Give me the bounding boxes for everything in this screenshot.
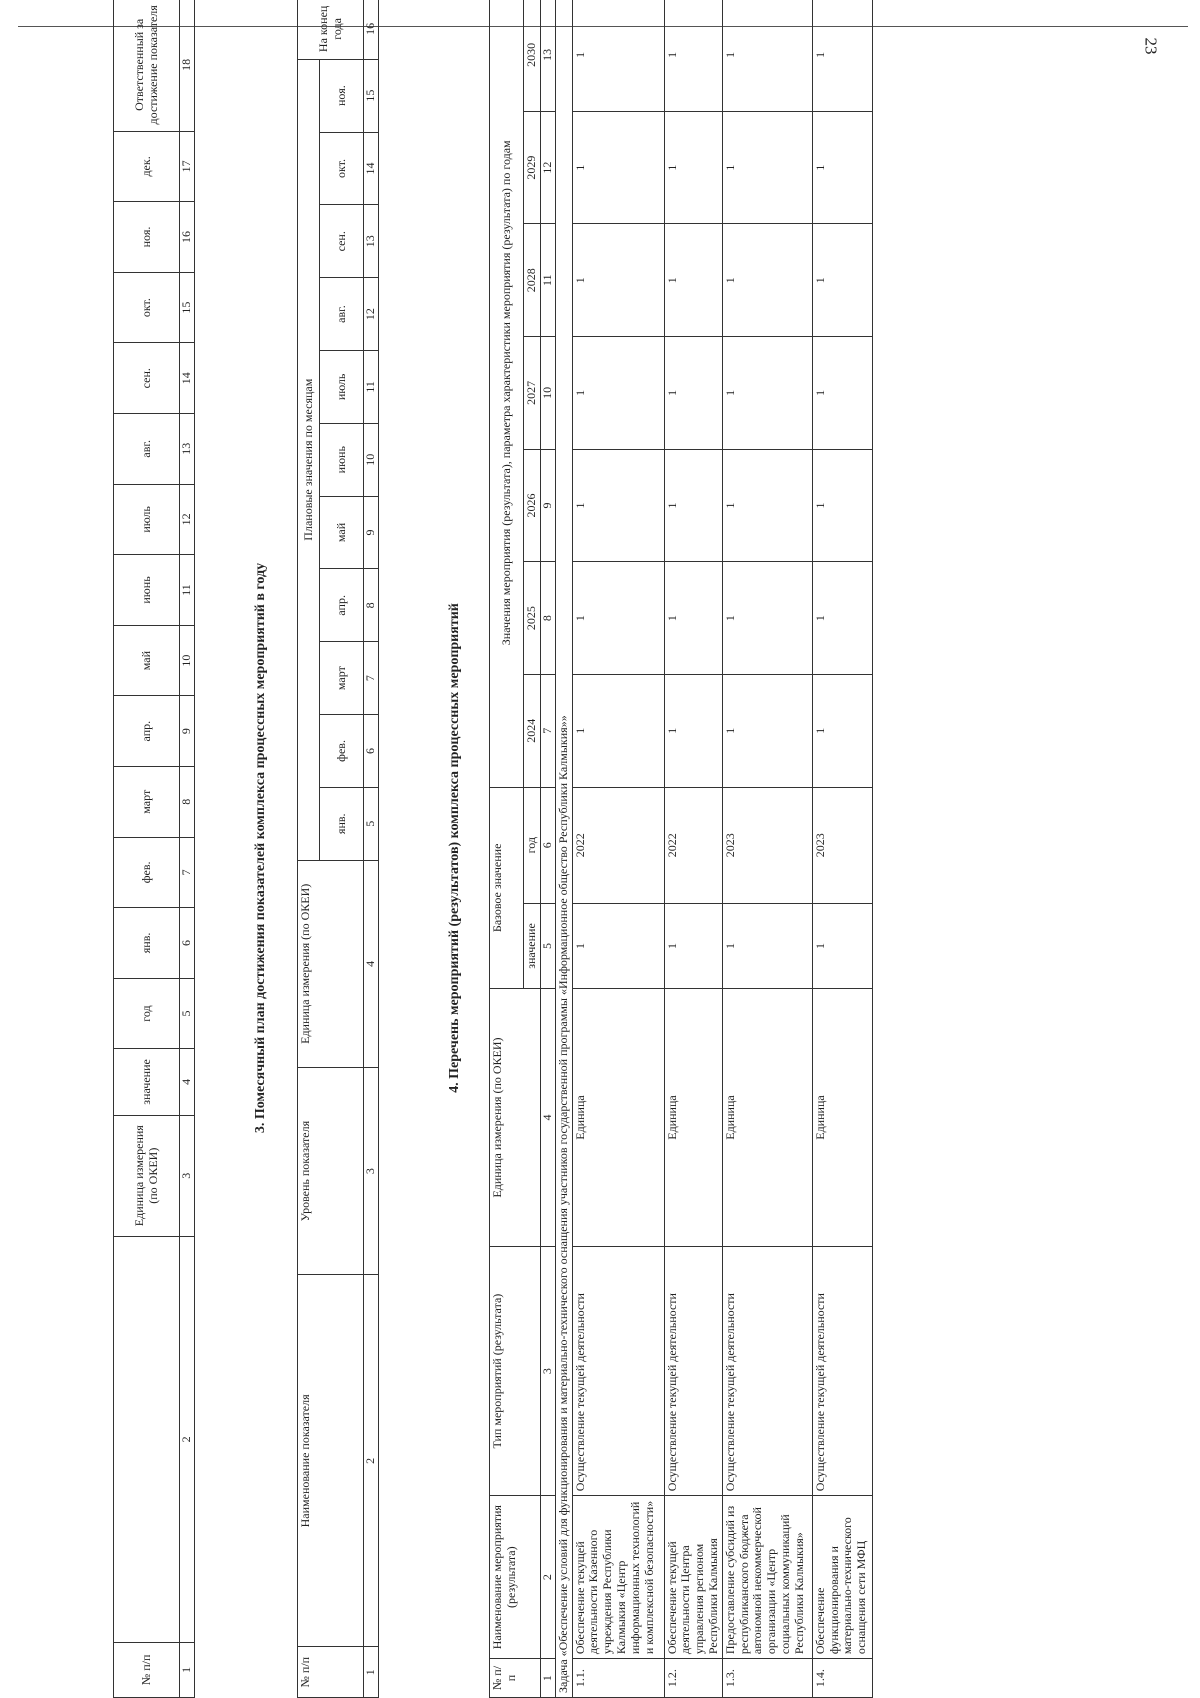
index-cell: 2 (540, 1496, 555, 1659)
table4-header-name: Наименование мероприятия (результата) (490, 1496, 541, 1659)
row-year-value: 1 (722, 674, 812, 787)
index-cell: 7 (364, 642, 379, 715)
index-cell: 3 (364, 1067, 379, 1274)
index-cell: 17 (180, 131, 195, 202)
row-base-year: 2022 (664, 787, 722, 903)
index-cell: 4 (364, 860, 379, 1067)
table4-year-header: 2030 (524, 0, 541, 111)
table3-month-header: март (320, 642, 364, 715)
table2-header-cell: янв. (114, 908, 180, 979)
row-year-value: 1 (664, 562, 722, 675)
table2-header-cell: май (114, 625, 180, 696)
index-cell: 14 (364, 132, 379, 205)
index-cell: 15 (180, 272, 195, 343)
table2-header-cell: № п/п (114, 1642, 180, 1697)
table-activities (489, 0, 873, 1698)
table3-header-level: Уровень показателя (298, 1067, 364, 1274)
table4-header-values-group: Значения мероприятия (результата), параметра характеристики мероприятия (результата) по годам (490, 0, 524, 787)
row-year-value: 1 (664, 0, 722, 111)
row-base-value: 1 (664, 903, 722, 988)
table3-month-header: авг. (320, 278, 364, 351)
table4-header-unit: Единица измерения (по ОКЕИ) (490, 989, 541, 1247)
table3-month-header: апр. (320, 569, 364, 642)
row-name: Обеспечение текущей деятельности Казенного учреждения Республики Калмыкия «Центр информационных технологий и комплексной безопасности» (572, 1496, 664, 1659)
index-cell: 1 (180, 1642, 195, 1697)
table-row (722, 0, 812, 1698)
table4-year-header: 2024 (524, 674, 541, 787)
table3-header-row-1 (298, 0, 320, 1698)
table2-header-cell: дек. (114, 131, 180, 202)
row-type: Осуществление текущей деятельности (664, 1247, 722, 1496)
table2-header-cell: год (114, 978, 180, 1049)
index-cell: 12 (180, 484, 195, 555)
index-cell: 14 (180, 343, 195, 414)
table-row (664, 0, 722, 1698)
row-year-value: 1 (572, 562, 664, 675)
table2-header-cell: значение (114, 1049, 180, 1115)
table3-header-plan-group: Плановые значения по месяцам (298, 59, 320, 860)
index-cell: 15 (364, 59, 379, 132)
table3-month-header: фев. (320, 715, 364, 788)
table3-index-row (364, 0, 379, 1698)
index-cell: 5 (364, 787, 379, 860)
table2-header-cell: апр. (114, 696, 180, 767)
table3-month-header: янв. (320, 787, 364, 860)
table-indicators-continued (113, 0, 195, 1698)
table4-year-header: 2027 (524, 337, 541, 450)
row-year-value: 1 (812, 0, 872, 111)
table-row (572, 0, 664, 1698)
row-year-value: 1 (812, 111, 872, 224)
table-monthly-plan (297, 0, 379, 1698)
table3-month-header: ноя. (320, 59, 364, 132)
table4-header-row-1 (490, 0, 524, 1698)
table4-header-base-value: значение (524, 903, 541, 988)
row-num: 1.4. (812, 1659, 872, 1698)
index-cell: 13 (180, 413, 195, 484)
index-cell: 5 (540, 903, 555, 988)
row-year-value: 1 (722, 449, 812, 562)
index-cell: 7 (180, 837, 195, 908)
row-year-value: 1 (812, 449, 872, 562)
index-cell: 12 (540, 111, 555, 224)
row-year-value: 1 (722, 111, 812, 224)
table3-header-name: Наименование показателя (298, 1275, 364, 1647)
table4-year-header: 2029 (524, 111, 541, 224)
row-year-value: 1 (722, 562, 812, 675)
table3-header-unit: Единица измерения (по ОКЕИ) (298, 860, 364, 1067)
row-base-value: 1 (572, 903, 664, 988)
index-cell: 3 (180, 1115, 195, 1236)
index-cell: 10 (540, 337, 555, 450)
index-cell: 11 (364, 350, 379, 423)
table3-month-header: сен. (320, 205, 364, 278)
table2-header-cell: Единица измерения (по ОКЕИ) (114, 1115, 180, 1236)
table4-year-header: 2026 (524, 449, 541, 562)
table2-index-row (180, 0, 195, 1698)
row-base-value: 1 (722, 903, 812, 988)
row-unit: Единица (722, 989, 812, 1247)
index-cell: 8 (180, 766, 195, 837)
index-cell: 13 (364, 205, 379, 278)
row-num: 1.3. (722, 1659, 812, 1698)
row-type: Осуществление текущей деятельности (722, 1247, 812, 1496)
table-row (812, 0, 872, 1698)
table4-header-type: Тип мероприятий (результата) (490, 1247, 541, 1496)
table3-month-header: май (320, 496, 364, 569)
row-year-value: 1 (664, 337, 722, 450)
row-year-value: 1 (722, 224, 812, 337)
table4-header-base: Базовое значение (490, 787, 524, 988)
row-year-value: 1 (664, 224, 722, 337)
index-cell: 9 (364, 496, 379, 569)
index-cell: 9 (180, 696, 195, 767)
row-year-value: 1 (812, 562, 872, 675)
row-name: Обеспечение функционирования и материально-технического оснащения сети МФЦ (812, 1496, 872, 1659)
table4-year-header: 2025 (524, 562, 541, 675)
table3-header-num: № п/п (298, 1647, 364, 1698)
table2-header-row (114, 0, 180, 1698)
index-cell: 5 (180, 978, 195, 1049)
row-name: Обеспечение текущей деятельности Центра управления регионом Республики Калмыкия (664, 1496, 722, 1659)
row-year-value: 1 (722, 337, 812, 450)
index-cell: 12 (364, 278, 379, 351)
row-name: Предоставление субсидий из республиканского бюджета автономной некоммерческой организации «Центр социальных коммуникаций Республики Калмыкия» (722, 1496, 812, 1659)
table2-header-cell: фев. (114, 837, 180, 908)
index-cell: 8 (364, 569, 379, 642)
row-year-value: 1 (722, 0, 812, 111)
row-num: 1.1. (572, 1659, 664, 1698)
row-year-value: 1 (664, 111, 722, 224)
index-cell: 10 (364, 423, 379, 496)
table2-header-cell: март (114, 766, 180, 837)
table3-month-header: июнь (320, 423, 364, 496)
row-year-value: 1 (664, 449, 722, 562)
section3-title: 3. Помесячный план достижения показателей комплекса процессных мероприятий в году (253, 562, 268, 1134)
table2-header-cell: ноя. (114, 202, 180, 273)
table2-header-cell (114, 1236, 180, 1642)
row-unit: Единица (812, 989, 872, 1247)
table2-header-cell: июль (114, 484, 180, 555)
row-year-value: 1 (572, 111, 664, 224)
row-base-year: 2022 (572, 787, 664, 903)
index-cell: 2 (364, 1275, 379, 1647)
index-cell: 6 (540, 787, 555, 903)
row-num: 1.2. (664, 1659, 722, 1698)
row-base-year: 2023 (812, 787, 872, 903)
task-cell: Задача «Обеспечение условий для функционирования и материально-технического оснащения участников государственной программы «Информационное общество Республики Калмыкия»» (555, 0, 572, 1698)
index-cell: 18 (180, 0, 195, 131)
table4-task-row (555, 0, 572, 1698)
row-year-value: 1 (572, 674, 664, 787)
index-cell: 6 (364, 715, 379, 788)
row-year-value: 1 (572, 224, 664, 337)
row-year-value: 1 (812, 224, 872, 337)
table2-header-cell: Ответственный за достижение показателя (114, 0, 180, 131)
table4-year-header: 2028 (524, 224, 541, 337)
index-cell: 16 (364, 0, 379, 59)
row-type: Осуществление текущей деятельности (572, 1247, 664, 1496)
index-cell: 8 (540, 562, 555, 675)
index-cell: 7 (540, 674, 555, 787)
index-cell: 1 (540, 1659, 555, 1698)
table2-header-cell: авг. (114, 413, 180, 484)
table3-month-header: окт. (320, 132, 364, 205)
table4-index-row (540, 0, 555, 1698)
index-cell: 4 (540, 989, 555, 1247)
index-cell: 11 (540, 224, 555, 337)
index-cell: 2 (180, 1236, 195, 1642)
row-year-value: 1 (572, 337, 664, 450)
row-type: Осуществление текущей деятельности (812, 1247, 872, 1496)
table2-header-cell: окт. (114, 272, 180, 343)
section4-title: 4. Перечень мероприятий (результатов) комплекса процессных мероприятий (447, 603, 462, 1093)
index-cell: 6 (180, 908, 195, 979)
row-year-value: 1 (572, 0, 664, 111)
table3-header-end-of-year: На конец года (298, 0, 364, 59)
row-unit: Единица (572, 989, 664, 1247)
row-year-value: 1 (664, 674, 722, 787)
index-cell: 3 (540, 1247, 555, 1496)
index-cell: 4 (180, 1049, 195, 1115)
index-cell: 10 (180, 625, 195, 696)
row-year-value: 1 (812, 337, 872, 450)
row-unit: Единица (664, 989, 722, 1247)
row-base-value: 1 (812, 903, 872, 988)
table2-header-cell: сен. (114, 343, 180, 414)
table4-header-base-year: год (524, 787, 541, 903)
row-base-year: 2023 (722, 787, 812, 903)
index-cell: 1 (364, 1647, 379, 1698)
table2-header-cell: июнь (114, 555, 180, 626)
rotated-page-content (113, 0, 1113, 1698)
row-year-value: 1 (572, 449, 664, 562)
page-number: 23 (1141, 37, 1161, 55)
index-cell: 16 (180, 202, 195, 273)
table3-month-header: июль (320, 350, 364, 423)
index-cell: 11 (180, 555, 195, 626)
row-year-value: 1 (812, 674, 872, 787)
index-cell: 13 (540, 0, 555, 111)
index-cell: 9 (540, 449, 555, 562)
table4-header-num: № п/п (490, 1659, 541, 1698)
